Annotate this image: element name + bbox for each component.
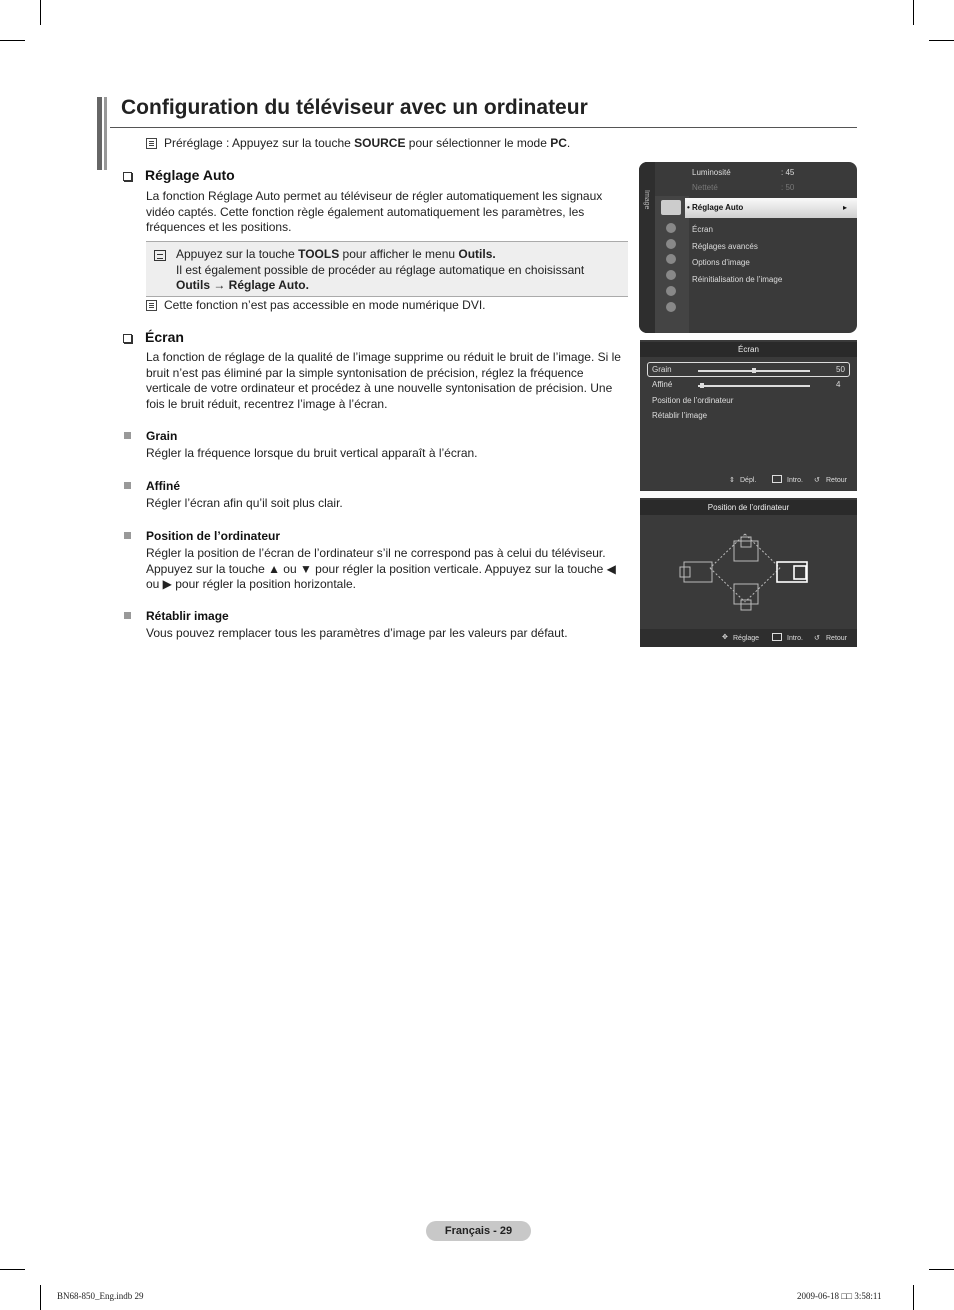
osd-grain-value: 50	[836, 365, 845, 374]
footer-timestamp: 2009-06-18 □□ 3:58:11	[797, 1291, 882, 1301]
osd-item-retablir[interactable]: Rétablir l’image	[652, 411, 708, 420]
osd-ecran-header: Écran	[640, 342, 857, 357]
osd-item-reglages-avances[interactable]: Réglages avancés	[692, 242, 758, 251]
tools-line-3: Outils → Réglage Auto.	[176, 278, 309, 292]
adjust-icon: ✥	[722, 634, 728, 641]
title-rule	[110, 127, 857, 128]
item-title-position: Position de l’ordinateur	[146, 529, 281, 543]
item-title-affine: Affiné	[146, 479, 180, 493]
return-icon: ↺	[814, 635, 820, 642]
osd-nettete-label: Netteté	[692, 183, 718, 192]
osd-foot-adjust: Réglage	[733, 635, 760, 642]
osd-image-menu	[639, 162, 857, 333]
osd-affine-label: Affiné	[652, 380, 673, 389]
setup-icon	[666, 254, 676, 264]
affine-slider[interactable]	[698, 385, 810, 387]
section-heading-reglage-auto: Réglage Auto	[145, 167, 235, 183]
tools-box	[146, 241, 628, 297]
chevron-right-icon: ▸	[843, 203, 848, 212]
crop-mark	[40, 0, 41, 25]
osd-grain-label: Grain	[652, 365, 672, 374]
enter-icon	[772, 475, 782, 483]
ecran-body: La fonction de réglage de la qualité de l’image supprime ou réduit le bruit de l’image. Si le bruit n’est pas éliminé par la simple syntonisation de précision, réglez la fréquence verticale de votre ordinateur et procédez à une nouvelle syntonisation de précision. Une fois le bruit réduit, recentrez l’image à l’écran.	[146, 350, 621, 411]
title-decoration	[97, 97, 111, 170]
crop-mark	[913, 0, 914, 25]
osd-item-reinitialisation[interactable]: Réinitialisation de l’image	[692, 275, 783, 284]
tools-line-2: Il est également possible de procéder au réglage automatique en choisissant	[176, 263, 585, 277]
channel-icon	[666, 239, 676, 249]
bullet-icon	[124, 432, 131, 439]
osd-item-options-image[interactable]: Options d’image	[692, 258, 750, 267]
bullet-icon	[124, 532, 131, 539]
return-icon: ↺	[814, 477, 820, 484]
input-icon	[666, 270, 676, 280]
move-icon: ⇕	[729, 477, 735, 484]
affine-slider-knob[interactable]	[700, 383, 704, 388]
osd-ecran-menu	[640, 340, 857, 491]
item-desc-grain: Régler la fréquence lorsque du bruit vertical apparaît à l’écran.	[146, 446, 478, 460]
support-icon	[666, 302, 676, 312]
enter-icon	[772, 633, 782, 641]
reglage-auto-body: La fonction Réglage Auto permet au téléviseur de régler automatiquement les signaux vidéo captés. Cette fonction règle également automatiquement les paramètres, les fréquences et les positions.	[146, 189, 603, 234]
page-number: Français - 29	[426, 1221, 531, 1241]
footer-file-info: BN68-850_Eng.indb 29	[57, 1291, 144, 1301]
grain-slider-knob[interactable]	[752, 368, 756, 373]
page-title: Configuration du téléviseur avec un ordinateur	[121, 96, 588, 119]
crop-mark	[0, 40, 25, 41]
crop-mark	[0, 1269, 25, 1270]
checkbox-icon	[123, 172, 132, 181]
osd-position-header: Position de l’ordinateur	[640, 500, 857, 515]
item-desc-retablir: Vous pouvez remplacer tous les paramètres d’image par les valeurs par défaut.	[146, 626, 568, 640]
osd-item-ecran[interactable]: Écran	[692, 225, 713, 234]
bullet-icon	[124, 612, 131, 619]
section-heading-ecran: Écran	[145, 329, 184, 345]
crop-mark	[929, 40, 954, 41]
osd-foot-enter: Intro.	[787, 635, 803, 642]
note-icon	[146, 300, 157, 311]
checkbox-icon	[123, 334, 132, 343]
bullet-icon	[124, 482, 131, 489]
osd-nettete-value: : 50	[781, 183, 795, 192]
osd-foot-enter: Intro.	[787, 477, 803, 484]
item-desc-affine: Régler l’écran afin qu’il soit plus clair.	[146, 496, 343, 510]
tools-icon	[154, 250, 166, 261]
osd-position-screen	[640, 498, 857, 647]
crop-mark	[40, 1285, 41, 1310]
osd-foot-return: Retour	[826, 635, 848, 642]
osd-selected-label: • Réglage Auto	[687, 203, 744, 212]
osd-side-label: Image	[643, 190, 650, 210]
osd-item-position[interactable]: Position de l’ordinateur	[652, 396, 734, 405]
position-diagram	[640, 516, 857, 628]
item-desc-position: Régler la position de l’écran de l’ordinateur s’il ne correspond pas à celui du téléviseur. Appuyez sur la touche ▲ ou ▼ pour régler la position verticale. Appuyez sur la touche ◀ ou ▶ pour régler la position horizontale.	[146, 546, 616, 591]
osd-icons-column	[655, 196, 689, 333]
item-title-retablir: Rétablir image	[146, 609, 229, 623]
dvi-note: Cette fonction n’est pas accessible en mode numérique DVI.	[164, 298, 486, 312]
osd-affine-value: 4	[836, 380, 841, 389]
crop-mark	[913, 1285, 914, 1310]
osd-side-bar	[639, 162, 655, 333]
sound-icon	[666, 223, 676, 233]
osd-foot-return: Retour	[826, 477, 848, 484]
osd-luminosite-label: Luminosité	[692, 168, 731, 177]
osd-luminosite-value: : 45	[781, 168, 795, 177]
tools-line-1: Appuyez sur la touche TOOLS pour afficher le menu Outils.	[176, 247, 496, 261]
preset-note: Préréglage : Appuyez sur la touche SOURCE pour sélectionner le mode PC.	[164, 136, 571, 150]
note-icon	[146, 138, 157, 149]
picture-icon	[661, 200, 681, 215]
item-title-grain: Grain	[146, 429, 178, 443]
application-icon	[666, 286, 676, 296]
crop-mark	[929, 1269, 954, 1270]
osd-foot-move: Dépl.	[740, 477, 757, 484]
